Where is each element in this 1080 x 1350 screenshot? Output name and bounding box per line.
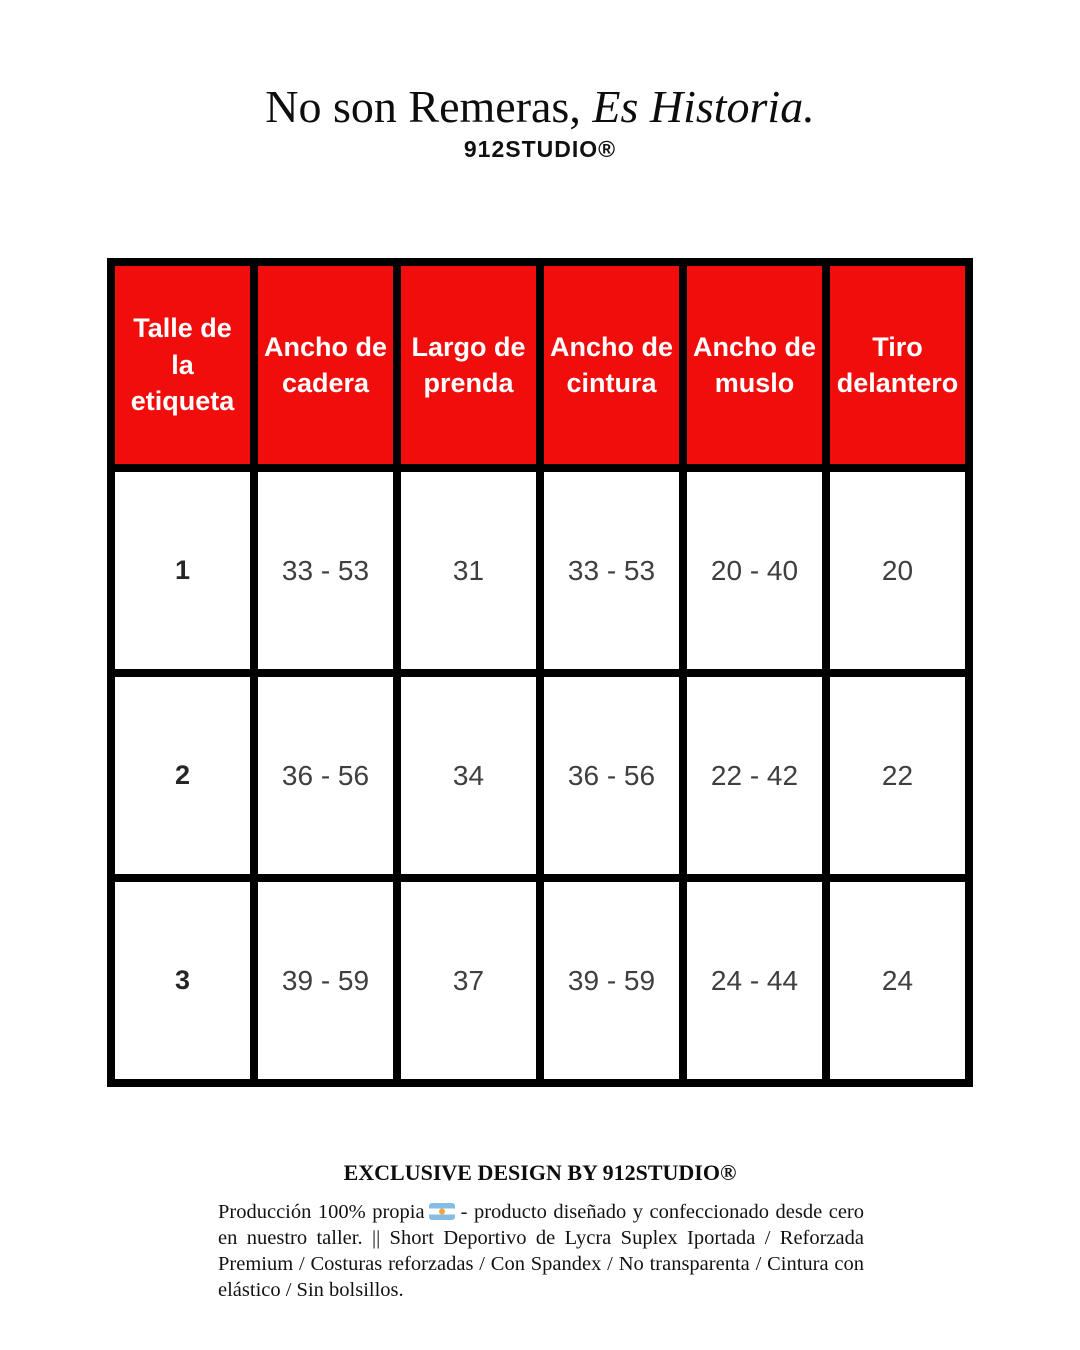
column-header-ancho-muslo: Ancho de muslo (687, 266, 822, 464)
cell-size-label: 3 (115, 882, 250, 1079)
description-text-before-flag: Producción 100% propia (218, 1201, 425, 1223)
column-header-talle-etiqueta: Talle de la etiqueta (115, 266, 250, 464)
title-italic-text: Es Historia. (592, 81, 815, 132)
cell-ancho-cadera: 36 - 56 (258, 677, 393, 874)
cell-size-label: 2 (115, 677, 250, 874)
cell-ancho-cintura: 39 - 59 (544, 882, 679, 1079)
cell-tiro-delantero: 24 (830, 882, 965, 1079)
cell-ancho-muslo: 24 - 44 (687, 882, 822, 1079)
cell-largo-prenda: 31 (401, 472, 536, 669)
column-header-ancho-cadera: Ancho de cadera (258, 266, 393, 464)
cell-ancho-muslo: 20 - 40 (687, 472, 822, 669)
table-row-size-1 (115, 472, 965, 669)
title-regular-text: No son Remeras, (265, 81, 593, 132)
cell-size-label: 1 (115, 472, 250, 669)
cell-ancho-cintura: 36 - 56 (544, 677, 679, 874)
table-row-size-3 (115, 882, 965, 1079)
table-row-size-2 (115, 677, 965, 874)
cell-ancho-cadera: 33 - 53 (258, 472, 393, 669)
table-header-row (115, 266, 965, 464)
footer-heading: EXCLUSIVE DESIGN BY 912STUDIO® (343, 1160, 737, 1185)
column-header-largo-prenda: Largo de prenda (401, 266, 536, 464)
column-header-tiro-delantero: Tiro delantero (830, 266, 965, 464)
size-chart-table (107, 258, 973, 1087)
argentina-flag-icon (429, 1203, 455, 1220)
cell-ancho-cadera: 39 - 59 (258, 882, 393, 1079)
description-text-after-flag: - producto diseñado y confeccionado desde cero en nuestro taller. || Short Deportivo de Lycra Suplex Iportada / Reforzada Premium / Costuras reforzadas / Con Spandex / No transparenta / Cintura con elástico / Sin bolsillos. (218, 1201, 864, 1301)
cell-tiro-delantero: 20 (830, 472, 965, 669)
cell-ancho-cintura: 33 - 53 (544, 472, 679, 669)
page-title (0, 0, 1080, 133)
cell-largo-prenda: 37 (401, 882, 536, 1079)
brand-name: 912STUDIO® (463, 135, 617, 162)
header (0, 0, 1080, 163)
column-header-ancho-cintura: Ancho de cintura (544, 266, 679, 464)
product-description (218, 1199, 864, 1303)
cell-ancho-muslo: 22 - 42 (687, 677, 822, 874)
cell-largo-prenda: 34 (401, 677, 536, 874)
cell-tiro-delantero: 22 (830, 677, 965, 874)
